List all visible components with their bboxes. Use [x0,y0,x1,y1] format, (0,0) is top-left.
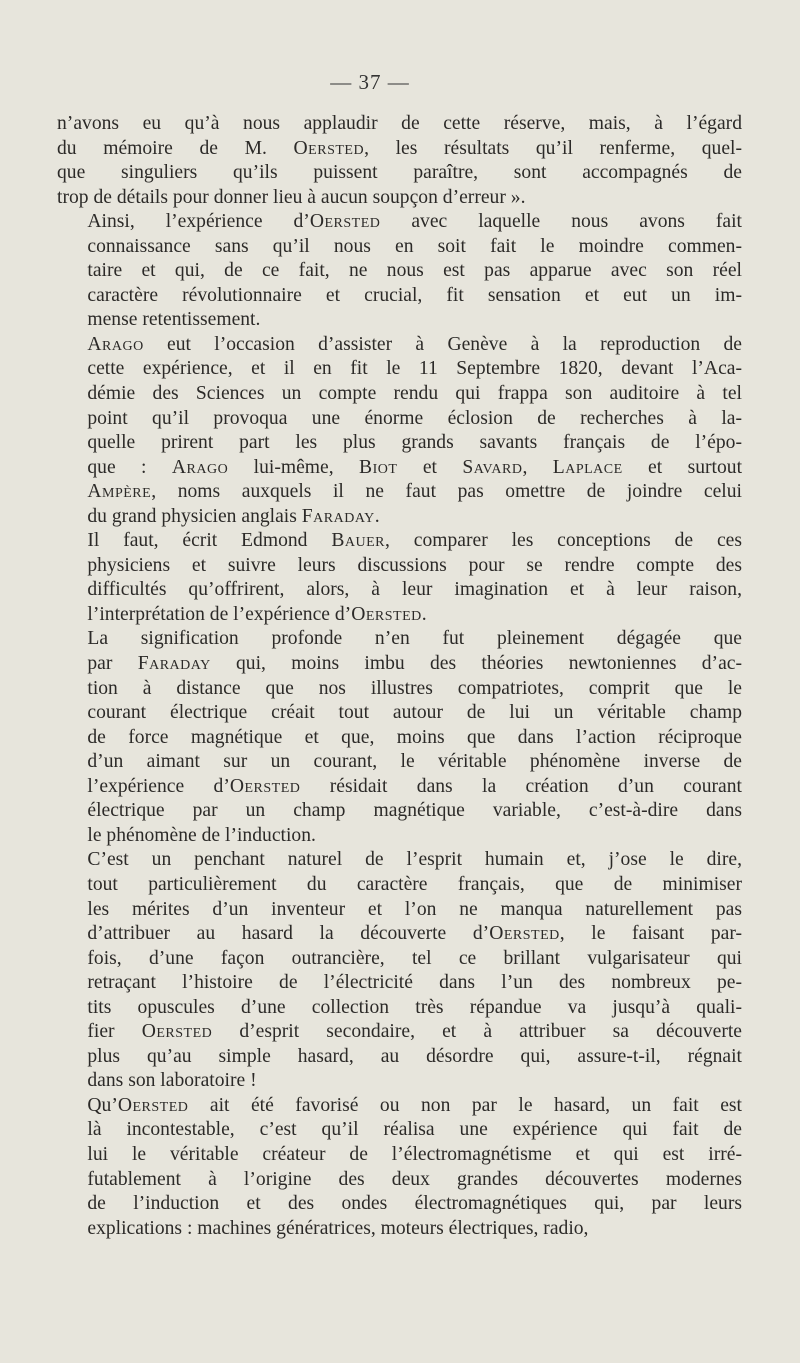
text-line: taire et qui, de ce fait, ne nous est pas apparue avec son réel [87,260,742,282]
name-smallcaps: Savard [462,456,523,478]
text-line: physiciens et suivre leurs discussions pour se rendre compte des [87,554,742,576]
paragraph-p1 [57,112,742,210]
text-line: démie des Sciences un compte rendu qui frappa son auditoire à tel [87,383,742,405]
text-line: tits opuscules d’une collection très répandue va jusqu’à quali- [87,996,742,1018]
text-line: d’attribuer au hasard la découverte d’Oersted, le faisant par- [87,923,742,945]
text-line: C’est un penchant naturel de l’esprit humain et, j’ose le dire, [87,849,742,871]
text-line: l’expérience d’Oersted résidait dans la création d’un courant [87,775,742,797]
text-line: tion à distance que nos illustres compatriotes, comprit que le [87,677,742,699]
name-smallcaps: Laplace [552,456,623,478]
text-line: là incontestable, c’est qu’il réalisa une expérience qui fait de [87,1119,742,1141]
text-line: lui le véritable créateur de l’électromagnétisme et qui est irré- [87,1143,742,1165]
text-line: du mémoire de M. Oersted, les résultats qu’il renferme, quel- [57,137,742,159]
name-smallcaps: Oersted [489,923,560,945]
text-line: courant électrique créait tout autour de lui un véritable champ [87,702,742,724]
name-smallcaps: Oersted [229,775,301,797]
text-line: futablement à l’origine des deux grandes découvertes modernes [87,1168,742,1190]
text-line: mense retentissement. [87,309,261,331]
name-smallcaps: Arago [171,456,229,478]
name-smallcaps: Bauer [331,530,385,552]
name-smallcaps: Faraday [137,653,211,675]
name-smallcaps: Oersted [117,1094,189,1116]
paragraph-p2 [57,210,742,333]
paragraph-p7 [57,1094,742,1241]
text-line: de l’induction et des ondes électromagnétiques qui, par leurs [87,1193,742,1215]
text-line: d’un aimant sur un courant, le véritable phénomène inverse de [87,751,742,773]
text-line: l’interprétation de l’expérience d’Oersted. [87,603,427,625]
paragraph-p3 [57,333,742,529]
paragraph-p5 [57,627,742,848]
paragraph-p4 [57,529,742,627]
body-text [57,112,742,1241]
page-number: — 37 — [330,70,410,94]
text-line: retraçant l’histoire de l’électricité dans l’un des nombreux pe- [87,972,742,994]
text-line: le phénomène de l’induction. [87,824,316,846]
text-line: caractère révolutionnaire et crucial, fit sensation et eut un im- [87,284,742,306]
name-smallcaps: Arago [87,333,144,355]
text-line: Arago eut l’occasion d’assister à Genève à la reproduction de [87,333,742,355]
text-line: n’avons eu qu’à nous applaudir de cette réserve, mais, à l’égard [57,113,742,134]
text-line: explications : machines génératrices, moteurs électriques, radio, [87,1217,589,1239]
text-line: les mérites d’un inventeur et l’on ne manqua naturellement pas [87,898,742,920]
text-line: cette expérience, et il en fit le 11 Septembre 1820, devant l’Aca- [87,358,742,380]
text-line: de force magnétique et que, moins que dans l’action réciproque [87,726,742,748]
text-line: plus qu’au simple hasard, au désordre qui, assure-t-il, régnait [87,1045,742,1067]
text-line: connaissance sans qu’il nous en soit fait le moindre commen- [87,235,742,257]
text-line: que : Arago lui-même, Biot et Savard, Laplace et surtout [87,456,743,478]
text-line: tout particulièrement du caractère français, que de minimiser [87,873,742,895]
name-smallcaps: Ampère [87,481,152,503]
paragraph-p6 [57,848,742,1093]
text-line: point qu’il provoqua une énorme éclosion de recherches à la- [87,407,742,429]
text-line: difficultés qu’offrirent, alors, à leur imagination et à leur raison, [87,579,742,601]
text-line: du grand physicien anglais Faraday. [87,505,380,527]
text-line: dans son laboratoire ! [87,1070,257,1092]
name-smallcaps: Oersted [141,1021,213,1043]
name-smallcaps: Oersted [293,137,365,159]
text-line: que singuliers qu’ils puissent paraître, sont accompagnés de [57,162,742,184]
name-smallcaps: Biot [359,456,398,478]
text-line: quelle prirent part les plus grands savants français de l’épo- [87,432,742,454]
text-line: Ampère, noms auxquels il ne faut pas omettre de joindre celui [87,481,742,503]
text-line: Ainsi, l’expérience d’Oersted avec laquelle nous avons fait [87,211,742,233]
text-line: trop de détails pour donner lieu à aucun soupçon d’erreur ». [57,186,526,208]
text-line: fier Oersted d’esprit secondaire, et à attribuer sa découverte [87,1021,743,1043]
name-smallcaps: Oersted [351,603,422,625]
text-line: par Faraday qui, moins imbu des théories newtoniennes d’ac- [87,653,742,675]
text-line: électrique par un champ magnétique variable, c’est-à-dire dans [87,800,742,822]
text-line: fois, d’une façon outrancière, tel ce brillant vulgarisateur qui [87,947,742,969]
text-line: La signification profonde n’en fut pleinement dégagée que [87,628,742,650]
name-smallcaps: Oersted [309,211,381,233]
text-line: Il faut, écrit Edmond Bauer, comparer les conceptions de ces [87,530,742,552]
text-line: Qu’Oersted ait été favorisé ou non par le hasard, un fait est [87,1094,742,1116]
name-smallcaps: Faraday [301,505,375,527]
